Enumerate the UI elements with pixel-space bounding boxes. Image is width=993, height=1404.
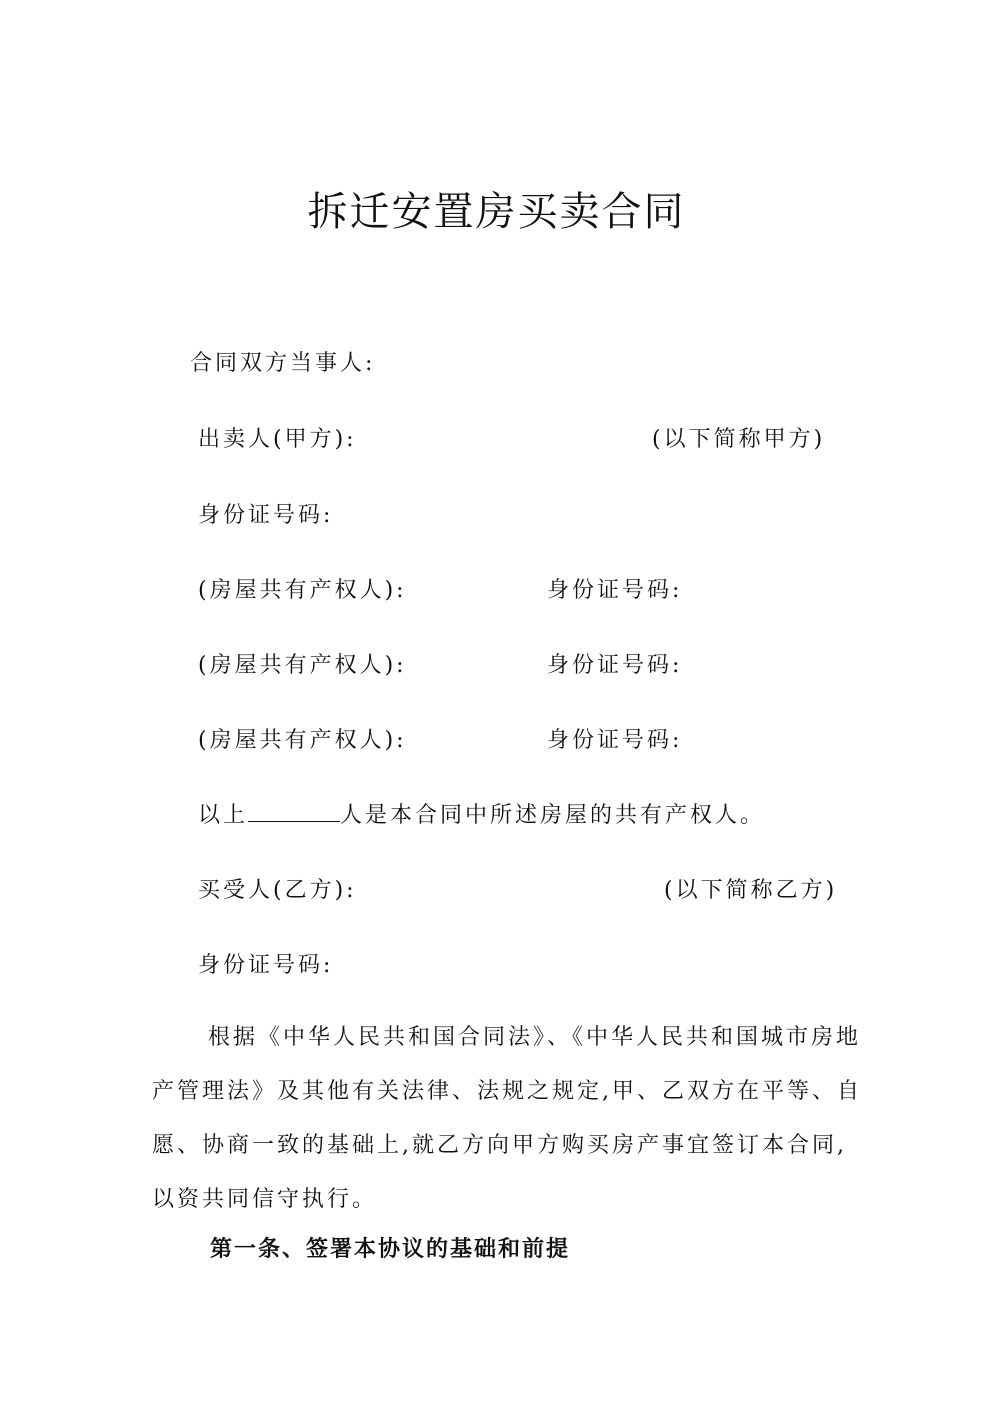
article-1-heading: 第一条、签署本协议的基础和前提 — [210, 1236, 571, 1262]
buyer-label: 买受人(乙方): — [198, 878, 357, 903]
preamble-line-4: 以资共同信守执行。 — [152, 1187, 378, 1212]
co-owner-count-blank — [248, 820, 340, 822]
co-owner-1-label: (房屋共有产权人): — [198, 578, 407, 603]
seller-id-label: 身份证号码: — [198, 503, 334, 528]
co-owner-3-label: (房屋共有产权人): — [198, 728, 407, 753]
co-owner-1-id-label: 身份证号码: — [547, 578, 683, 603]
co-owner-2-id-label: 身份证号码: — [547, 653, 683, 678]
seller-label: 出卖人(甲方): — [198, 427, 357, 452]
co-owner-3-id-label: 身份证号码: — [547, 728, 683, 753]
buyer-id-label: 身份证号码: — [198, 953, 334, 978]
seller-alias: (以下简称甲方) — [652, 427, 826, 452]
preamble-line-1: 根据《中华人民共和国合同法》、《中华人民共和国城市房地 — [208, 1025, 862, 1050]
co-owner-statement — [198, 798, 765, 829]
buyer-alias: (以下简称乙方) — [664, 878, 838, 903]
co-owner-statement-prefix: 以上 — [198, 803, 249, 828]
preamble-line-3: 愿、协商一致的基础上,就乙方向甲方购买房产事宜签订本合同, — [152, 1133, 847, 1158]
co-owner-statement-suffix: 人是本合同中所述房屋的共有产权人。 — [340, 803, 766, 828]
document-title: 拆迁安置房买卖合同 — [307, 189, 686, 235]
parties-intro: 合同双方当事人: — [190, 351, 376, 376]
preamble-line-2: 产管理法》及其他有关法律、法规之规定,甲、乙双方在平等、自 — [152, 1079, 862, 1104]
co-owner-2-label: (房屋共有产权人): — [198, 653, 407, 678]
